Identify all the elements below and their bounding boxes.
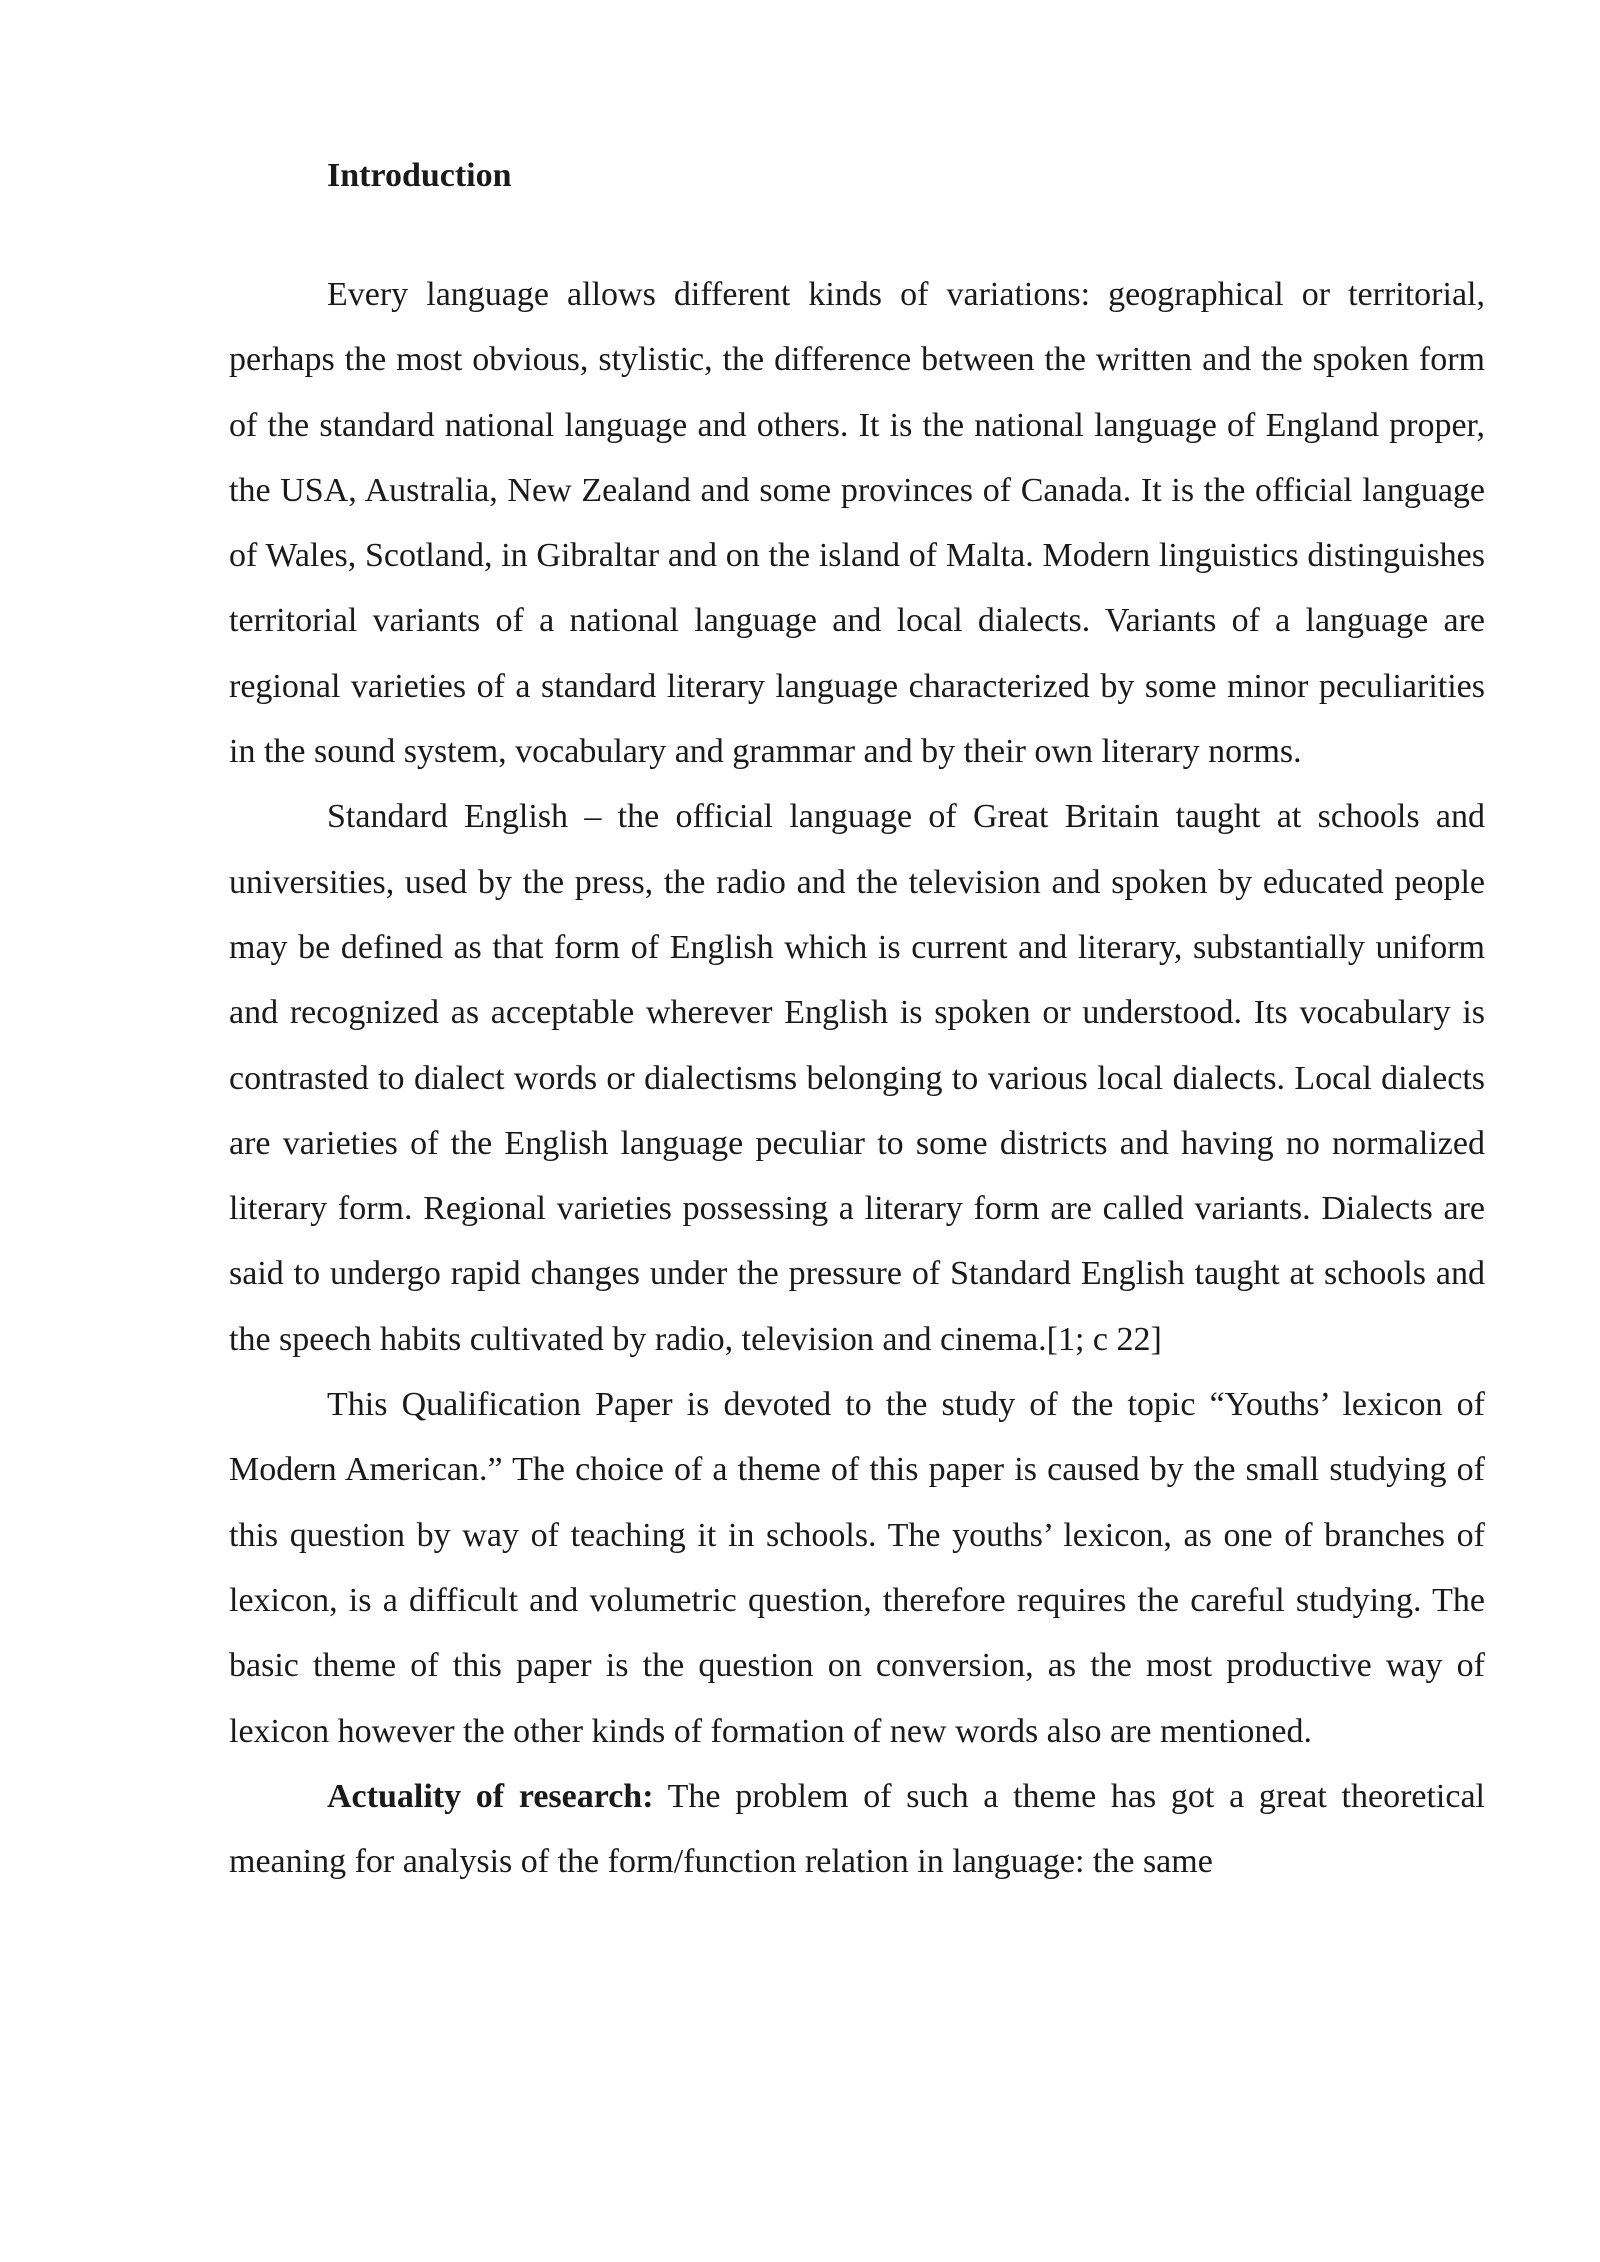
paragraph-actuality [229, 1764, 1485, 1895]
paragraph-variations [229, 262, 1485, 784]
paragraph-standard-english [229, 784, 1485, 1372]
document-body [229, 148, 1485, 1894]
paragraph-qualification-paper [229, 1372, 1485, 1764]
paragraph-text: Every language allows different kinds of variations: geographical or territorial, perhaps the most obvious, stylistic, the difference between the written and the spoken form of the standard national language and others. It is the national language of England proper, the USA, Australia, New Zealand and some provinces of Canada. It is the official language of Wales, Scotland, in Gibraltar and on the island of Malta. Modern linguistics distinguishes territorial variants of a national language and local dialects. Variants of a language are regional varieties of a standard literary language characterized by some minor peculiarities in the sound system, vocabulary and grammar and by their own literary norms. [229, 276, 1485, 771]
paragraph-text: Standard English – the official language of Great Britain taught at schools and universities, used by the press, the radio and the television and spoken by educated people may be defined as that form of English which is current and literary, substantially uniform and recognized as acceptable wherever English is spoken or understood. Its vocabulary is contrasted to dialect words or dialectisms belonging to various local dialects. Local dialects are varieties of the English language peculiar to some districts and having no normalized literary form. Regional varieties possessing a literary form are called variants. Dialects are said to undergo rapid changes under the pressure of Standard English taught at schools and the speech habits cultivated by radio, television and cinema.[1; c 22] [229, 798, 1485, 1358]
paragraph-text: This Qualification Paper is devoted to the study of the topic “Youths’ lexicon of Modern American.” The choice of a theme of this paper is caused by the small studying of this question by way of teaching it in schools. The youths’ lexicon, as one of branches of lexicon, is a difficult and volumetric question, therefore requires the careful studying. The basic theme of this paper is the question on conversion, as the most productive way of lexicon however the other kinds of formation of new words also are mentioned. [229, 1386, 1485, 1750]
paragraph-lead: Actuality of research: [327, 1777, 654, 1815]
paragraph-text: The problem of such a theme has got a great theoretical meaning for analysis of the form/function relation in language: the same [229, 1777, 1485, 1881]
section-heading: Introduction [327, 157, 512, 194]
